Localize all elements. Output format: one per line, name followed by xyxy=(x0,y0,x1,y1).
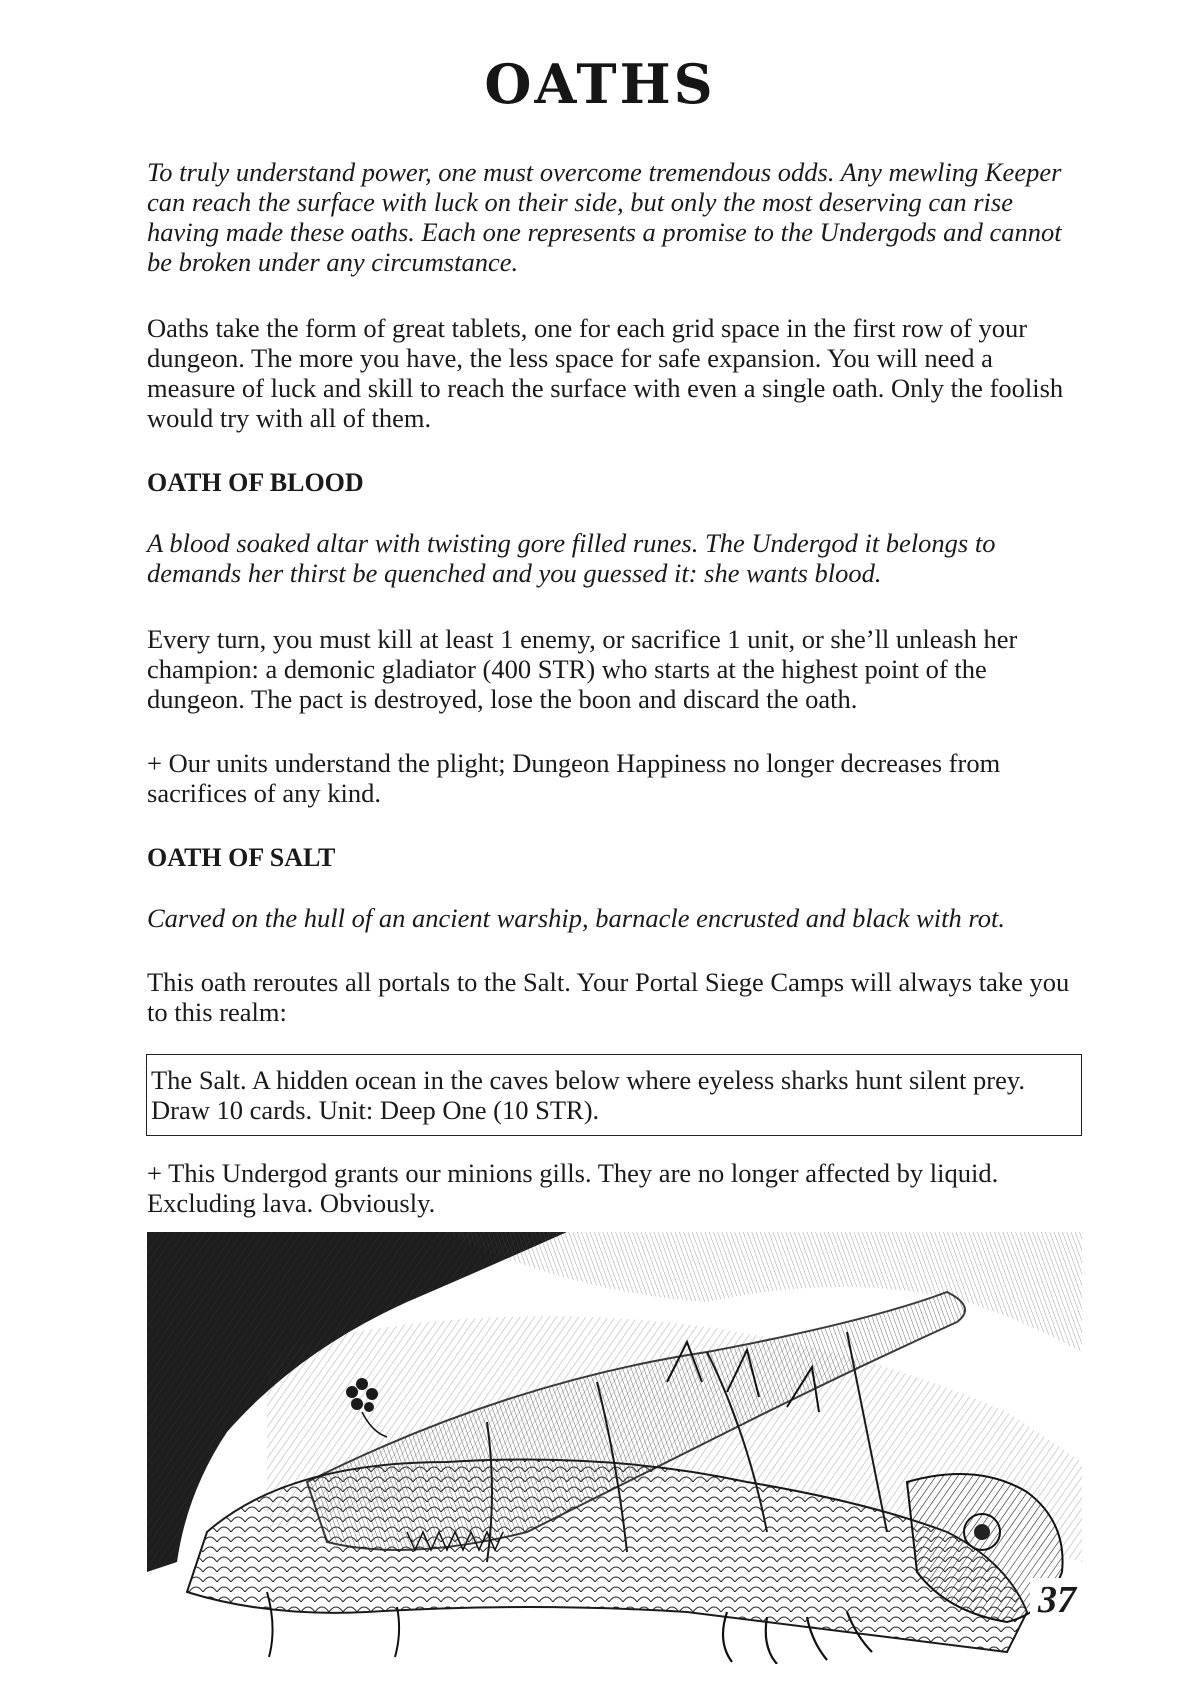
oath-of-salt-boon: + This Undergod grants our minions gills. They are no longer affected by liquid. Excluding lava. Obviously. xyxy=(147,1158,999,1218)
oath-of-salt-heading: OATH OF SALT xyxy=(147,843,336,872)
oath-of-salt-flavor: Carved on the hull of an ancient warship, barnacle encrusted and black with rot. xyxy=(147,903,1005,933)
oath-of-salt-rule: This oath reroutes all portals to the Salt. Your Portal Siege Camps will always take you to this realm: xyxy=(147,967,1070,1027)
intro-rules-text: Oaths take the form of great tablets, one for each grid space in the first row of your dungeon. The more you have, the less space for safe expansion. You will need a measure of luck and skill to reach the surface with even a single oath. Only the foolish would try with all of them. xyxy=(147,313,1064,433)
intro-flavor-text: To truly understand power, one must overcome tremendous odds. Any mewling Keeper can reach the surface with luck on their side, but only the most deserving can rise having made these oaths. Each one represents a promise to the Undergods and cannot be broken under any circumstance. xyxy=(147,157,1062,277)
oath-of-blood-rule: Every turn, you must kill at least 1 enemy, or sacrifice 1 unit, or she’ll unleash her champion: a demonic gladiator (400 STR) who starts at the highest point of the dungeon. The pact is destroyed, lose the boon and discard the oath. xyxy=(147,624,1018,714)
oath-of-blood-boon: + Our units understand the plight; Dungeon Happiness no longer decreases from sacrifices of any kind. xyxy=(147,748,1001,808)
realm-description-box: The Salt. A hidden ocean in the caves below where eyeless sharks hunt silent prey. Draw 10 cards. Unit: Deep One (10 STR). xyxy=(146,1054,1082,1136)
oath-of-blood-flavor: A blood soaked altar with twisting gore filled runes. The Undergod it belongs to demands her thirst be quenched and you guessed it: she wants blood. xyxy=(147,528,996,588)
dragon-illustration xyxy=(147,1232,1082,1664)
page-title: OATHS xyxy=(484,52,716,116)
oath-of-blood-heading: OATH OF BLOOD xyxy=(147,468,364,497)
page-number: 37 xyxy=(1030,1578,1084,1622)
